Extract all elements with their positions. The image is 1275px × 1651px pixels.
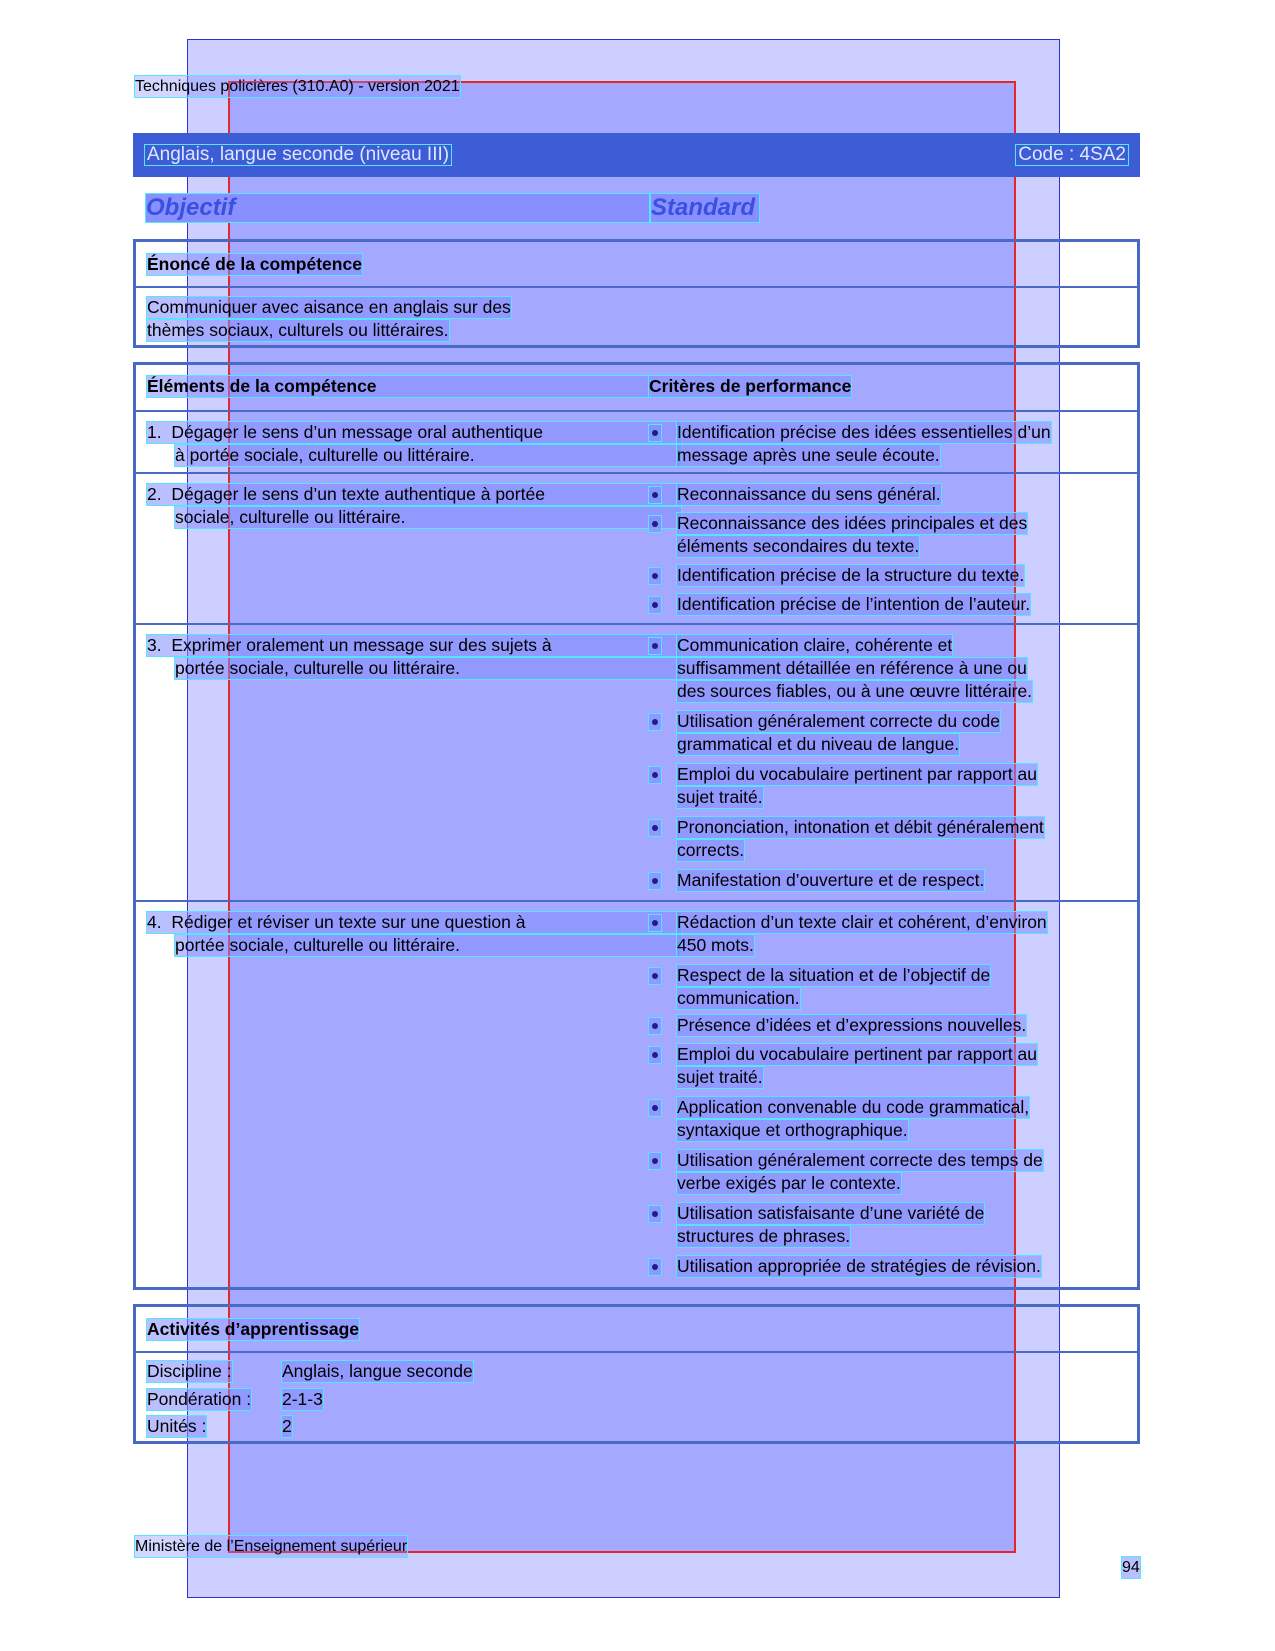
- enonce-header-row: [136, 242, 1137, 286]
- criterion-text: Utilisation généralement correcte du code: [677, 711, 1000, 731]
- table-row: [136, 623, 1137, 900]
- criterion-text: Présence d’idées et d’expressions nouvelles.: [677, 1015, 1027, 1035]
- criterion-text: Identification précise des idées essentielles d’un: [677, 422, 1051, 442]
- criterion-text: suffisamment détaillée en référence à une ou: [677, 658, 1027, 678]
- table-header-row: [136, 365, 1137, 410]
- table-row: [136, 410, 1137, 472]
- criterion-text: sujet traité.: [677, 787, 763, 807]
- criterion-text: Prononciation, intonation et débit généralement: [677, 817, 1044, 837]
- element-number: 1.: [147, 422, 162, 442]
- criterion-text: Communication claire, cohérente et: [677, 635, 953, 655]
- objective-standard-row: [145, 193, 765, 223]
- elements-heading: Éléments de la compétence: [146, 375, 651, 398]
- bullet-icon: [648, 567, 662, 585]
- enonce-text-line: thèmes sociaux, culturels ou littéraires.: [147, 320, 449, 340]
- criterion-text: sujet traité.: [677, 1067, 763, 1087]
- criterion-text: éléments secondaires du texte.: [677, 536, 920, 556]
- bullet-icon: [648, 766, 662, 784]
- element-text: Exprimer oralement un message sur des sujets à: [171, 635, 552, 655]
- enonce-heading: Énoncé de la compétence: [147, 254, 362, 274]
- bullet-icon: [648, 1152, 662, 1170]
- course-code: Code : 4SA2: [1015, 144, 1129, 166]
- criterion-text: Identification précise de l’intention de l’auteur.: [677, 594, 1031, 614]
- enonce-box: [133, 239, 1140, 348]
- criterion-text: Reconnaissance du sens général.: [677, 484, 941, 504]
- element-text: Dégager le sens d’un message oral authentique: [171, 422, 543, 442]
- criterion-text: Reconnaissance des idées principales et des: [677, 513, 1028, 533]
- criterion-text: Rédaction d’un texte clair et cohérent, d’environ: [677, 912, 1047, 932]
- criterion-text: syntaxique et orthographique.: [677, 1120, 908, 1140]
- element-text: Dégager le sens d’un texte authentique à portée: [171, 484, 545, 504]
- criterion-text: corrects.: [677, 840, 745, 860]
- element-text: Rédiger et réviser un texte sur une question à: [171, 912, 526, 932]
- competence-table: [133, 362, 1140, 1290]
- bullet-icon: [648, 914, 662, 932]
- element-text: portée sociale, culturelle ou littéraire.: [174, 657, 682, 680]
- criteres-heading: Critères de performance: [649, 376, 852, 396]
- criterion-text: message après une seule écoute.: [677, 445, 940, 465]
- criterion-text: Utilisation généralement correcte des temps de: [677, 1150, 1043, 1170]
- running-header: Techniques policières (310.A0) - version 2021: [134, 75, 461, 98]
- bullet-icon: [648, 424, 662, 442]
- unites-value: 2: [282, 1416, 292, 1436]
- criterion-text: communication.: [677, 988, 800, 1008]
- element-number: 3.: [147, 635, 162, 655]
- activites-heading: Activités d’apprentissage: [147, 1319, 360, 1339]
- element-text: portée sociale, culturelle ou littéraire.: [174, 934, 682, 957]
- bullet-icon: [648, 713, 662, 731]
- enonce-body-row: [136, 286, 1137, 345]
- criterion-text: des sources fiables, ou à une œuvre littéraire.: [677, 681, 1033, 701]
- course-title: Anglais, langue seconde (niveau III): [144, 144, 452, 166]
- criterion-text: Emploi du vocabulaire pertinent par rapport au: [677, 764, 1037, 784]
- table-row: [136, 472, 1137, 623]
- page-number: 94: [1121, 1556, 1141, 1579]
- criterion-text: Utilisation appropriée de stratégies de révision.: [677, 1256, 1041, 1276]
- ponderation-label: Pondération :: [147, 1389, 252, 1409]
- element-number: 2.: [147, 484, 162, 504]
- criterion-text: 450 mots.: [677, 935, 754, 955]
- discipline-label: Discipline :: [147, 1361, 232, 1381]
- standard-label: Standard: [650, 193, 760, 223]
- bullet-icon: [648, 872, 662, 890]
- bullet-icon: [648, 596, 662, 614]
- ponderation-value: 2-1-3: [282, 1389, 323, 1409]
- criterion-text: Emploi du vocabulaire pertinent par rapport au: [677, 1044, 1037, 1064]
- objectif-label: Objectif: [145, 193, 650, 223]
- bullet-icon: [648, 486, 662, 504]
- criterion-text: Application convenable du code grammatical,: [677, 1097, 1030, 1117]
- discipline-value: Anglais, langue seconde: [282, 1361, 473, 1381]
- activites-header-row: [136, 1307, 1137, 1351]
- bullet-icon: [648, 1046, 662, 1064]
- criterion-text: Utilisation satisfaisante d’une variété de: [677, 1203, 985, 1223]
- bullet-icon: [648, 515, 662, 533]
- element-text: à portée sociale, culturelle ou littéraire.: [174, 444, 682, 467]
- criterion-text: verbe exigés par le contexte.: [677, 1173, 901, 1193]
- criterion-text: grammatical et du niveau de langue.: [677, 734, 960, 754]
- criterion-text: Manifestation d’ouverture et de respect.: [677, 870, 985, 890]
- page-footer: Ministère de l’Enseignement supérieur: [134, 1535, 408, 1558]
- bullet-icon: [648, 637, 662, 655]
- course-title-bar: [133, 133, 1140, 177]
- element-number: 4.: [147, 912, 162, 932]
- bullet-icon: [648, 1099, 662, 1117]
- criterion-text: structures de phrases.: [677, 1226, 851, 1246]
- element-text: sociale, culturelle ou littéraire.: [174, 506, 682, 529]
- bullet-icon: [648, 1205, 662, 1223]
- bullet-icon: [648, 967, 662, 985]
- enonce-text-line: Communiquer avec aisance en anglais sur des: [147, 297, 511, 317]
- criterion-text: Identification précise de la structure du texte.: [677, 565, 1025, 585]
- activites-body-row: [136, 1351, 1137, 1441]
- table-row: [136, 900, 1137, 1287]
- activites-box: [133, 1304, 1140, 1444]
- bullet-icon: [648, 819, 662, 837]
- unites-label: Unités :: [147, 1416, 207, 1436]
- bullet-icon: [648, 1017, 662, 1035]
- bullet-icon: [648, 1258, 662, 1276]
- criterion-text: Respect de la situation et de l’objectif de: [677, 965, 991, 985]
